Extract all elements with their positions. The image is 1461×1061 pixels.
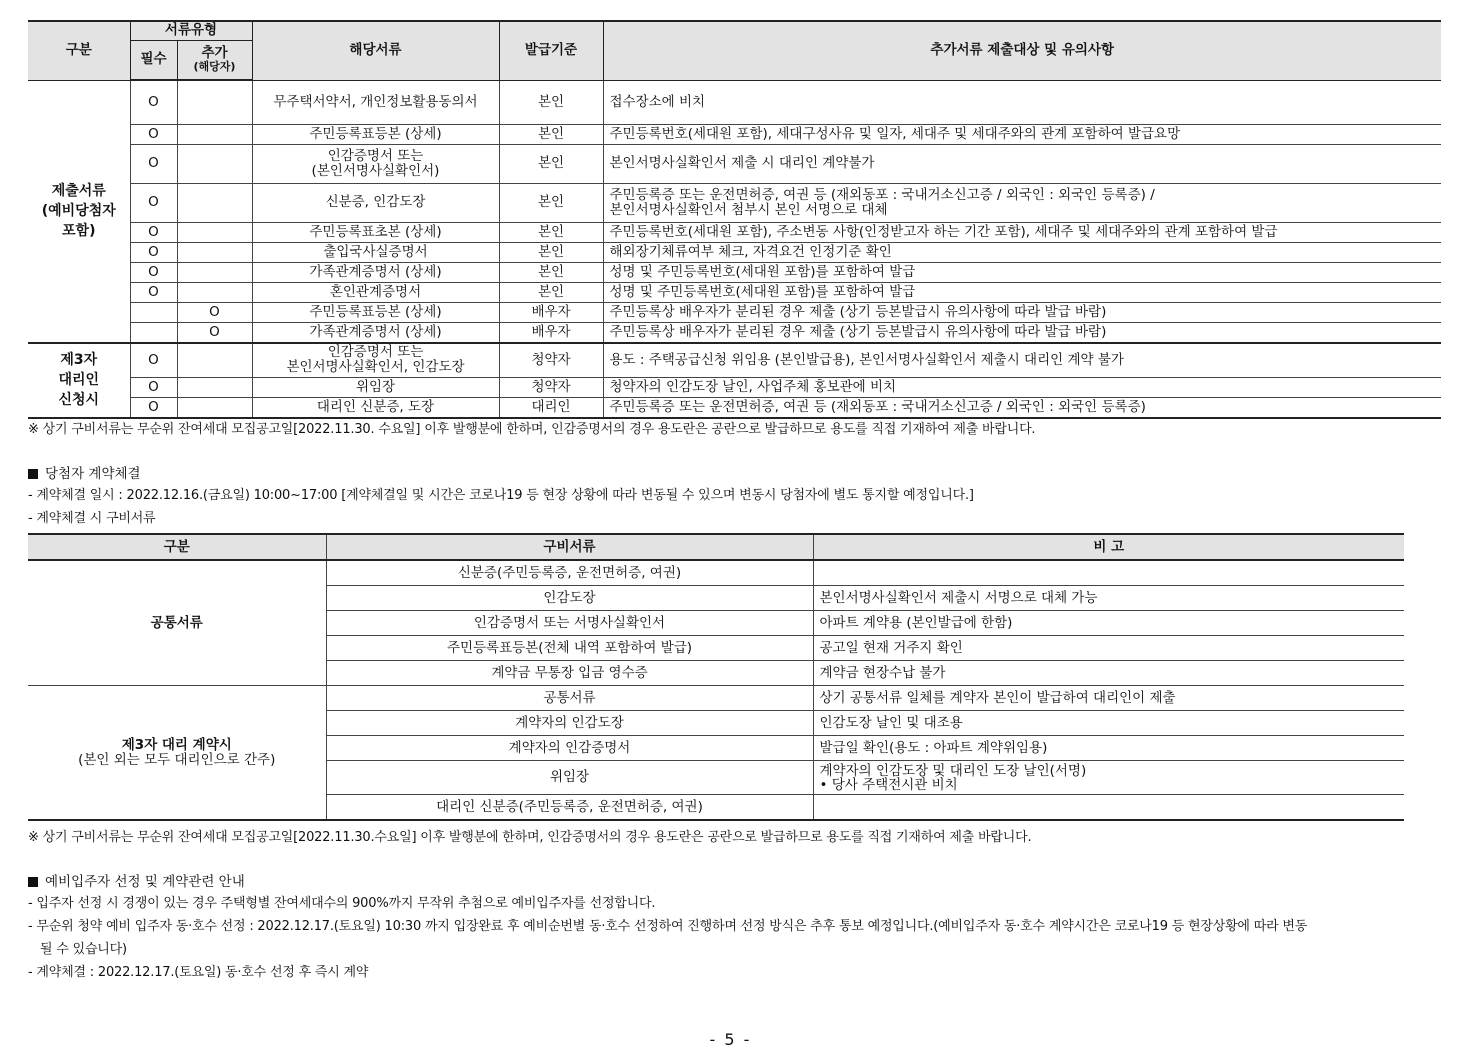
group-label (28, 560, 326, 686)
document-name: 공통서류 (326, 686, 813, 711)
required-mark: O (130, 124, 177, 144)
note-text: 성명 및 주민등록번호(세대원 포함)를 포함하여 발급 (603, 282, 1441, 302)
table-row (28, 560, 1404, 586)
group-label: 제출서류 (예비당첨자 포함) (28, 80, 130, 343)
additional-mark (177, 183, 252, 222)
remark-text: 아파트 계약용 (본인발급에 한함) (813, 611, 1404, 636)
document-name: 신분증, 인감도장 (252, 183, 499, 222)
note-text: 용도 : 주택공급신청 위임용 (본인발급용), 본인서명사실확인서 제출시 대리인 계약 불가 (603, 343, 1441, 378)
col-doc-type: 서류유형 (130, 21, 252, 40)
document-name: 출입국사실증명서 (252, 242, 499, 262)
document-name: 주민등록표등본 (상세) (252, 302, 499, 322)
remark-text: 계약금 현장수납 불가 (813, 661, 1404, 686)
remark-text: 공고일 현재 거주지 확인 (813, 636, 1404, 661)
issue-basis: 본인 (499, 80, 603, 124)
remark-text: 계약자의 인감도장 및 대리인 도장 날인(서명) • 당사 주택전시관 비치 (813, 761, 1404, 795)
issue-basis: 본인 (499, 242, 603, 262)
table-row (28, 124, 1441, 144)
col-notes: 추가서류 제출대상 및 유의사항 (603, 21, 1441, 80)
document-name: 무주택서약서, 개인정보활용동의서 (252, 80, 499, 124)
document-name: 계약자의 인감도장 (326, 711, 813, 736)
document-name: 혼인관계증명서 (252, 282, 499, 302)
table-row (28, 686, 1404, 711)
document-name: 주민등록표등본(전체 내역 포함하여 발급) (326, 636, 813, 661)
document-name: 계약자의 인감증명서 (326, 736, 813, 761)
reserve-line-2: - 무순위 청약 예비 입주자 동·호수 선정 : 2022.12.17.(토요일) 10:30 까지 입장완료 후 예비순번별 동·호수 선정하여 진행하며 선정 방식은 추후 통보 예정입니다.(예비입주자 동·호수 계약시간은 코로나19 등 현장상황에 따라 변동 (28, 919, 1308, 934)
black-square-icon (28, 469, 38, 479)
note-text: 주민등록상 배우자가 분리된 경우 제출 (상기 등본발급시 유의사항에 따라 발급 바람) (603, 302, 1441, 322)
contract-documents-table (28, 533, 1404, 821)
issue-basis: 본인 (499, 183, 603, 222)
table-row (28, 343, 1441, 378)
document-name: 인감증명서 또는 서명사실확인서 (326, 611, 813, 636)
table-row (28, 282, 1441, 302)
remark-text (813, 560, 1404, 586)
group-title: 공통서류 (150, 614, 203, 631)
contract-section-title: 당첨자 계약체결 (28, 464, 1441, 484)
issue-basis: 대리인 (499, 398, 603, 419)
table-row (28, 183, 1441, 222)
required-mark: O (130, 242, 177, 262)
required-mark (130, 302, 177, 322)
additional-mark (177, 124, 252, 144)
required-mark: O (130, 222, 177, 242)
document-name: 계약금 무통장 입금 영수증 (326, 661, 813, 686)
document-page (28, 20, 1441, 984)
additional-mark (177, 398, 252, 419)
note-text: 주민등록번호(세대원 포함), 세대구성사유 및 일자, 세대주 및 세대주와의 관계 포함하여 발급요망 (603, 124, 1441, 144)
col2-documents: 구비서류 (326, 534, 813, 560)
required-mark: O (130, 378, 177, 398)
group-label: 제3자 대리인 신청시 (28, 343, 130, 419)
note-text: 주민등록상 배우자가 분리된 경우 제출 (상기 등본발급시 유의사항에 따라 발급 바람) (603, 322, 1441, 343)
reserve-line-1: - 입주자 선정 시 경쟁이 있는 경우 주택형별 잔여세대수의 900%까지 무작위 추첨으로 예비입주자를 선정합니다. (28, 896, 656, 911)
required-mark: O (130, 398, 177, 419)
issue-basis: 배우자 (499, 322, 603, 343)
issue-basis: 본인 (499, 144, 603, 183)
col2-category: 구분 (28, 534, 326, 560)
document-name: 주민등록표초본 (상세) (252, 222, 499, 242)
note-text: 본인서명사실확인서 제출 시 대리인 계약불가 (603, 144, 1441, 183)
remark-text: 본인서명사실확인서 제출시 서명으로 대체 가능 (813, 586, 1404, 611)
required-mark: O (130, 343, 177, 378)
remark-text (813, 795, 1404, 821)
group-subtitle: (본인 외는 모두 대리인으로 간주) (78, 751, 276, 768)
document-name: 주민등록표등본 (상세) (252, 124, 499, 144)
issue-basis: 본인 (499, 222, 603, 242)
col-additional-sub: (해당자) (193, 60, 236, 74)
remark-text: 발급일 확인(용도 : 아파트 계약위임용) (813, 736, 1404, 761)
additional-mark: O (177, 302, 252, 322)
issue-basis: 본인 (499, 262, 603, 282)
required-mark: O (130, 144, 177, 183)
table-row (28, 322, 1441, 343)
issue-basis: 청약자 (499, 343, 603, 378)
col-category: 구분 (28, 21, 130, 80)
col-document: 해당서류 (252, 21, 499, 80)
table-row (28, 80, 1441, 124)
group-title: 제3자 대리 계약시 (121, 736, 232, 753)
issue-basis: 배우자 (499, 302, 603, 322)
document-name: 위임장 (252, 378, 499, 398)
required-documents-table (28, 20, 1441, 419)
table-row (28, 398, 1441, 419)
group-label (28, 686, 326, 821)
additional-mark (177, 222, 252, 242)
col2-remarks: 비 고 (813, 534, 1404, 560)
contract-docs-label: - 계약체결 시 구비서류 (28, 511, 156, 526)
contract-datetime: - 계약체결 일시 : 2022.12.16.(금요일) 10:00~17:00 [계약체결일 및 시간은 코로나19 등 현장 상황에 따라 변동될 수 있으며 변동시 당첨자에 별도 통지할 예정입니다.] (28, 488, 974, 503)
col-issue-basis: 발급기준 (499, 21, 603, 80)
additional-mark (177, 242, 252, 262)
document-name: 신분증(주민등록증, 운전면허증, 여권) (326, 560, 813, 586)
note-text: 주민등록증 또는 운전면허증, 여권 등 (재외동포 : 국내거소신고증 / 외국인 : 외국인 등록증) (603, 398, 1441, 419)
col-additional (177, 40, 252, 80)
table1-footnote: ※ 상기 구비서류는 무순위 잔여세대 모집공고일[2022.11.30. 수요일] 이후 발행분에 한하며, 인감증명서의 경우 용도란은 공란으로 발급하므로 용도를 직접 기재하여 제출 바랍니다. (28, 422, 1036, 437)
table2-footnote: ※ 상기 구비서류는 무순위 잔여세대 모집공고일[2022.11.30.수요일] 이후 발행분에 한하며, 인감증명서의 경우 용도란은 공란으로 발급하므로 용도를 직접 기재하여 제출 바랍니다. (28, 830, 1032, 845)
document-name: 가족관계증명서 (상세) (252, 322, 499, 343)
col-additional-label: 추가 (201, 45, 228, 62)
reserve-section-title: 예비입주자 선정 및 계약관련 안내 (28, 872, 1441, 892)
required-mark: O (130, 183, 177, 222)
note-text: 성명 및 주민등록번호(세대원 포함)를 포함하여 발급 (603, 262, 1441, 282)
issue-basis: 본인 (499, 282, 603, 302)
issue-basis: 청약자 (499, 378, 603, 398)
note-text: 청약자의 인감도장 날인, 사업주체 홍보관에 비치 (603, 378, 1441, 398)
additional-mark (177, 282, 252, 302)
required-mark: O (130, 80, 177, 124)
document-name: 대리인 신분증, 도장 (252, 398, 499, 419)
table-row (28, 378, 1441, 398)
issue-basis: 본인 (499, 124, 603, 144)
remark-text: 상기 공통서류 일체를 계약자 본인이 발급하여 대리인이 제출 (813, 686, 1404, 711)
col-required: 필수 (130, 40, 177, 80)
document-name: 인감도장 (326, 586, 813, 611)
document-name: 대리인 신분증(주민등록증, 운전면허증, 여권) (326, 795, 813, 821)
table-row (28, 302, 1441, 322)
table-row (28, 242, 1441, 262)
additional-mark (177, 80, 252, 124)
document-name: 가족관계증명서 (상세) (252, 262, 499, 282)
note-text: 해외장기체류여부 체크, 자격요건 인정기준 확인 (603, 242, 1441, 262)
black-square-icon (28, 877, 38, 887)
page-number: - 5 - (709, 1030, 752, 1049)
required-documents-body (28, 80, 1441, 418)
remark-text: 인감도장 날인 및 대조용 (813, 711, 1404, 736)
additional-mark (177, 262, 252, 282)
note-text: 주민등록번호(세대원 포함), 주소변동 사항(인정받고자 하는 기간 포함), 세대주 및 세대주와의 관계 포함하여 발급 (603, 222, 1441, 242)
note-text: 주민등록증 또는 운전면허증, 여권 등 (재외동포 : 국내거소신고증 / 외국인 : 외국인 등록증) / 본인서명사실확인서 첨부시 본인 서명으로 대체 (603, 183, 1441, 222)
document-name: 인감증명서 또는 (본인서명사실확인서) (252, 144, 499, 183)
required-mark (130, 322, 177, 343)
additional-mark (177, 378, 252, 398)
reserve-line-3: - 계약체결 : 2022.12.17.(토요일) 동·호수 선정 후 즉시 계약 (28, 965, 369, 980)
document-name: 위임장 (326, 761, 813, 795)
contract-documents-body (28, 560, 1404, 820)
table-row (28, 144, 1441, 183)
note-text: 접수장소에 비치 (603, 80, 1441, 124)
document-name: 인감증명서 또는 본인서명사실확인서, 인감도장 (252, 343, 499, 378)
table-row (28, 262, 1441, 282)
additional-mark: O (177, 322, 252, 343)
table-row (28, 222, 1441, 242)
required-mark: O (130, 262, 177, 282)
required-mark: O (130, 282, 177, 302)
additional-mark (177, 343, 252, 378)
reserve-line-2b: 될 수 있습니다) (40, 942, 127, 957)
additional-mark (177, 144, 252, 183)
